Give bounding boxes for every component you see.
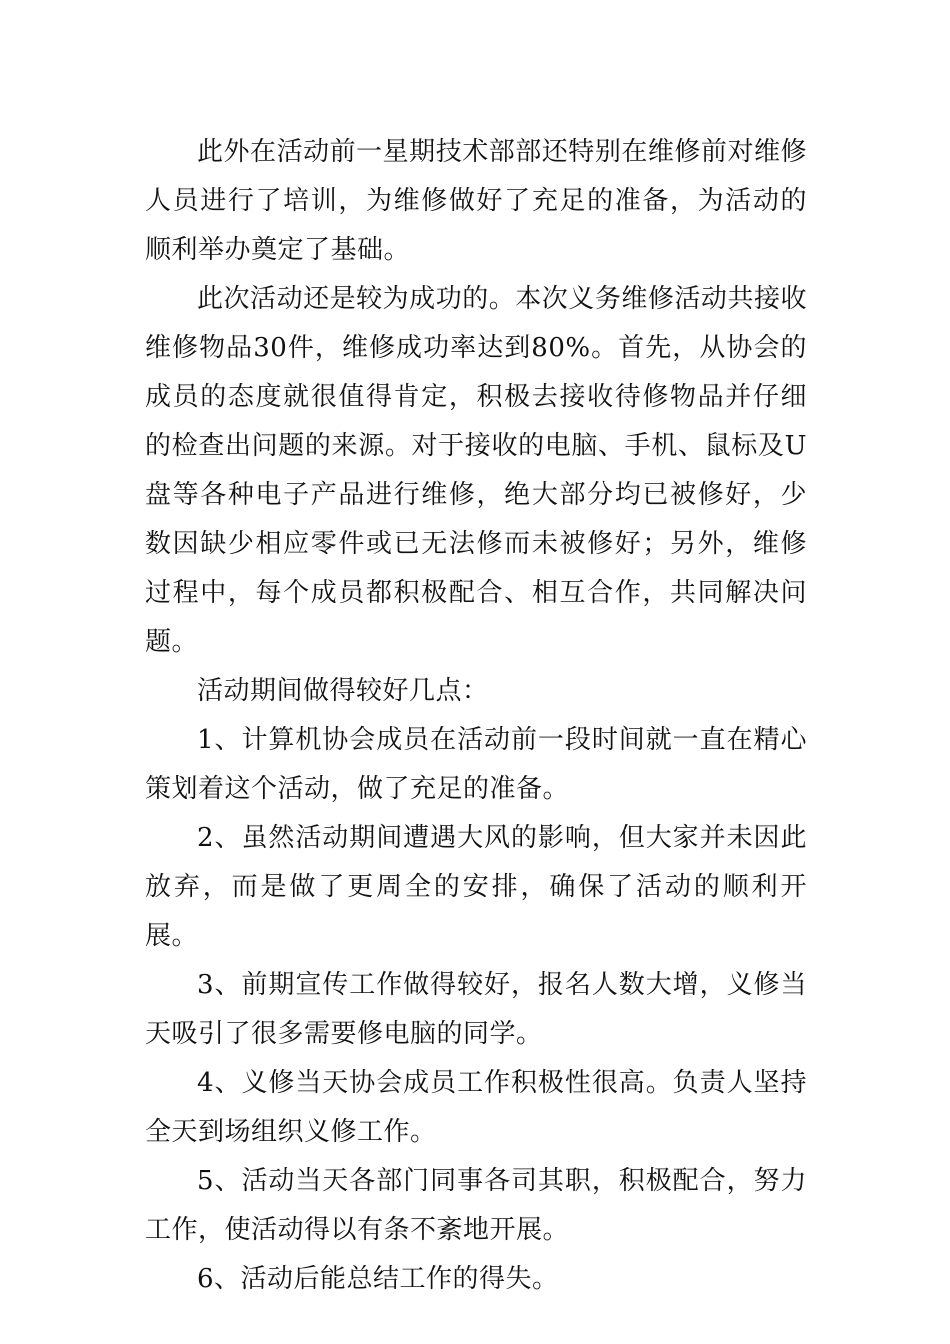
list-item-6: 6、活动后能总结工作的得失。 [197, 1264, 559, 1294]
paragraph-activity-summary: 此次活动还是较为成功的。本次义务维修活动共接收维修物品30件，维修成功率达到80%。首先，从协会的成员的态度就很值得肯定，积极去接收待修物品并仔细的检查出问题的来源。对于接收的电脑、手机、鼠标及U盘等各种电子产品进行维修，绝大部分均已被修好，少数因缺少相应零件或已无法修而未被修好；另外，维修过程中，每个成员都积极配合、相互合作，共同解决问题。 [145, 284, 807, 657]
document-body [145, 128, 807, 1304]
list-item-5: 5、活动当天各部门同事各司其职，积极配合，努力工作，使活动得以有条不紊地开展。 [145, 1166, 807, 1245]
list-item-3: 3、前期宣传工作做得较好，报名人数大增，义修当天吸引了很多需要修电脑的同学。 [145, 970, 807, 1049]
list-item-4: 4、义修当天协会成员工作积极性很高。负责人坚持全天到场组织义修工作。 [145, 1068, 807, 1147]
list-item-2: 2、虽然活动期间遭遇大风的影响，但大家并未因此放弃，而是做了更周全的安排，确保了活动的顺利开展。 [145, 823, 807, 951]
paragraph-preparation-training: 此外在活动前一星期技术部部还特别在维修前对维修人员进行了培训，为维修做好了充足的准备，为活动的顺利举办奠定了基础。 [145, 137, 807, 265]
list-item-1: 1、计算机协会成员在活动前一段时间就一直在精心策划着这个活动，做了充足的准备。 [145, 725, 807, 804]
paragraph-highlights-heading: 活动期间做得较好几点： [197, 676, 489, 706]
